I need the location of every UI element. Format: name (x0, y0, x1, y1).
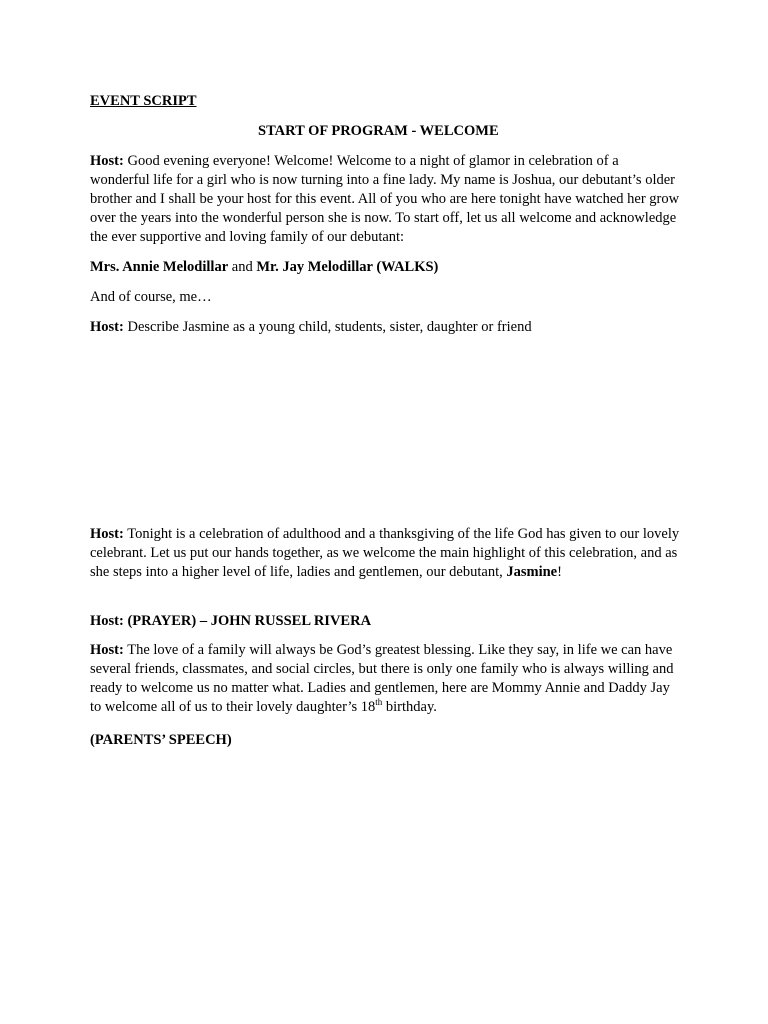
parents-speech-line (90, 731, 232, 750)
host-aside-line: And of course, me… (90, 289, 212, 305)
paragraph-end: birthday. (385, 699, 437, 715)
paragraph-text: Describe Jasmine as a young child, students, sister, daughter or friend (127, 319, 532, 335)
host-family-paragraph (90, 641, 680, 717)
debutant-name: Jasmine (506, 564, 558, 580)
host-debutant-paragraph (90, 525, 680, 582)
host-label: Host: (90, 642, 124, 658)
section-heading: START OF PROGRAM - WELCOME (258, 123, 499, 139)
exclamation: ! (557, 564, 562, 580)
parents-speech-text: (PARENTS’ SPEECH) (90, 732, 232, 748)
document-title: EVENT SCRIPT (90, 93, 197, 109)
paragraph-text: Good evening everyone! Welcome! Welcome to a night of glamor in celebration of a wonderful life for a girl who is now turning into a fine lady. My name is Joshua, our debutant’s older brother and I shall be your host for this event. All of you who are here tonight have watched her grow over the years into the wonderful person she is now. To start off, let us all welcome and acknowledge the ever supportive and loving family of our debutant: (90, 153, 680, 245)
host-label: Host: (90, 319, 124, 335)
prayer-text: Host: (PRAYER) – JOHN RUSSEL RIVERA (90, 613, 372, 629)
host-describe-line (90, 318, 532, 337)
host-welcome-paragraph (90, 152, 680, 247)
conjunction-text: and (231, 259, 253, 275)
ordinal-suffix: th (375, 697, 383, 708)
prayer-line (90, 612, 371, 631)
host-label: Host: (90, 526, 124, 542)
father-name: Mr. Jay Melodillar (WALKS) (256, 259, 439, 275)
paragraph-text: The love of a family will always be God’s greatest blessing. Like they say, in life we can have several friends, classmates, and social circles, but there is only one family who is always willing and ready to welcome us no matter what. Ladies and gentlemen, here are Mommy Annie and Daddy Jay to welcome all of us to their lovely daughter’s 18 (90, 642, 674, 715)
paragraph-text: Tonight is a celebration of adulthood and a thanksgiving of the life God has given to our lovely celebrant. Let us put our hands together, as we welcome the main highlight of this celebration, and as she steps into a higher level of life, ladies and gentlemen, our debutant, (90, 526, 680, 580)
host-label: Host: (90, 153, 124, 169)
family-names-line (90, 258, 438, 277)
mother-name: Mrs. Annie Melodillar (90, 259, 229, 275)
